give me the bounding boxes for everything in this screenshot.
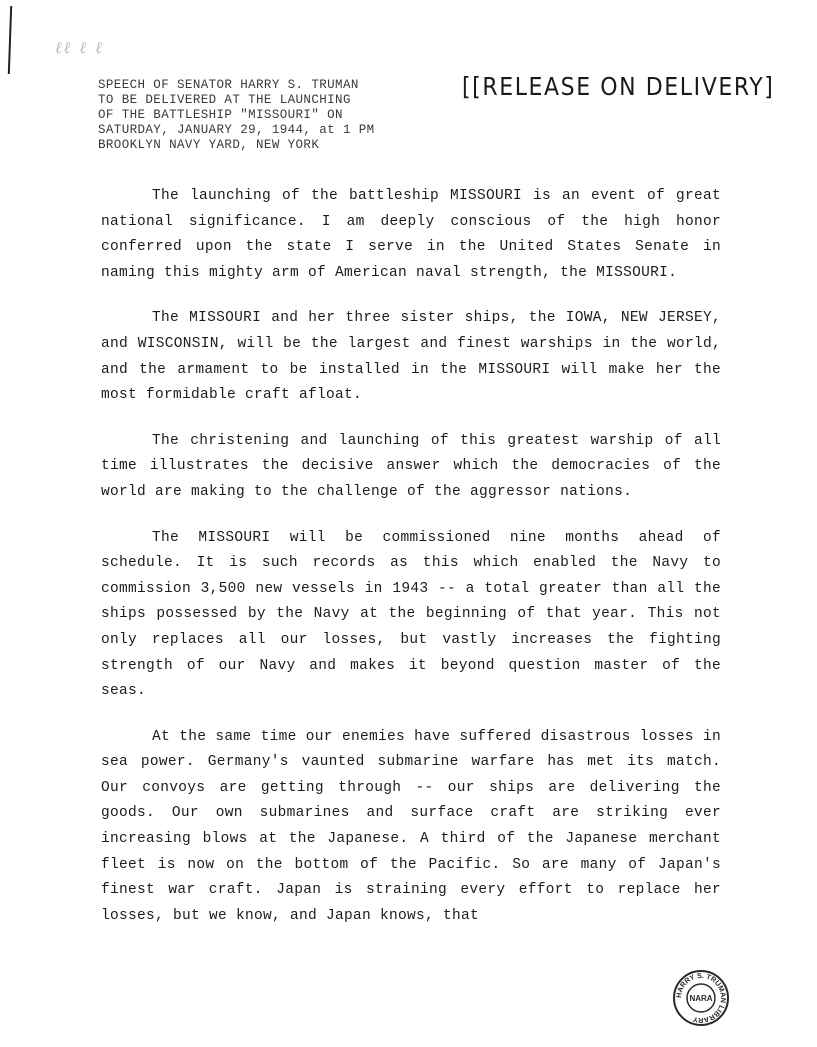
stamp-ring-text: HARRY S. TRUMAN LIBRARY (673, 970, 729, 1026)
stamp-seal-icon (672, 969, 730, 1027)
paragraph: The christening and launching of this greatest warship of all time illustrates the decisive answer which the democracies of the world are making to the challenge of the aggressor nations. (101, 432, 721, 500)
heading-line: SPEECH OF SENATOR HARRY S. TRUMAN (98, 78, 359, 92)
release-notice: [[RELEASE ON DELIVERY] (462, 72, 775, 101)
paragraph: The launching of the battleship MISSOURI is an event of great national significance. I am deeply conscious of the high honor conferred upon the state I serve in the United States Senate in naming this mighty arm of American naval strength, the MISSOURI. (101, 188, 721, 281)
heading-line: SATURDAY, JANUARY 29, 1944, at 1 PM (98, 123, 375, 137)
paragraph: The MISSOURI will be commissioned nine months ahead of schedule. It is such records as this which enabled the Navy to commission 3,500 new vessels in 1943 -- a total greater than all the ships possessed by the Navy at the beginning of that year. This not only replaces all our losses, but vastly increases the fighting strength of our Navy and makes it beyond question master of the seas. (101, 529, 721, 700)
speech-body (101, 184, 721, 949)
heading-line: OF THE BATTLESHIP "MISSOURI" ON (98, 108, 343, 122)
paragraph: The MISSOURI and her three sister ships, the IOWA, NEW JERSEY, and WISCONSIN, will be the largest and finest warships in the world, and the armament to be installed in the MISSOURI will make her the most formidable craft afloat. (101, 310, 721, 404)
paragraph: At the same time our enemies have suffered disastrous losses in sea power. Germany's vaunted submarine warfare has met its match. Our convoys are getting through -- our ships are delivering the goods. Our own submarines and surface craft are striking ever increasing blows at the Japanese. A third of the Japanese merchant fleet is now on the bottom of the Pacific. So are many of Japan's finest war craft. Japan is straining every effort to replace her losses, but we know, and Japan knows, that (101, 728, 721, 924)
pencil-annotation: ℓℓ ℓ ℓ (55, 38, 104, 57)
speech-heading (98, 78, 398, 153)
stamp-center-text: NARA (689, 994, 713, 1003)
heading-line: BROOKLYN NAVY YARD, NEW YORK (98, 138, 320, 152)
heading-line: TO BE DELIVERED AT THE LAUNCHING (98, 93, 351, 107)
margin-line (8, 6, 12, 74)
library-stamp (672, 969, 730, 1027)
